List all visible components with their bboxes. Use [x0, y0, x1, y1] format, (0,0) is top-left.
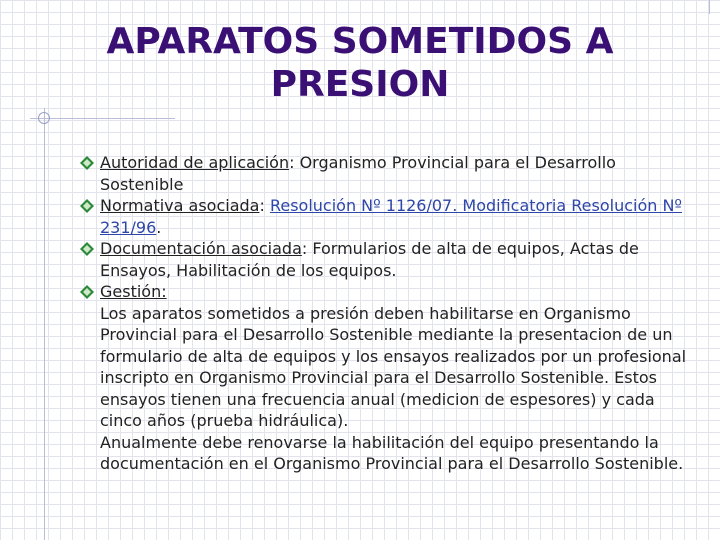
- diamond-bullet-icon: [80, 285, 94, 299]
- bullet-item-documentacion: [70, 238, 690, 281]
- bullet-label-normativa: Normativa asociada: [100, 196, 260, 215]
- bullet-separator-normativa: :: [259, 196, 270, 215]
- diamond-bullet-icon: [80, 156, 94, 170]
- bullet-item-normativa: [70, 195, 690, 238]
- bullet-label-autoridad: Autoridad de aplicación: [100, 153, 290, 172]
- bullet-label-documentacion: Documentación asociada: [100, 239, 302, 258]
- bullet-text-autoridad: : Organismo Provincial para el Desarrollo Sostenible: [100, 153, 616, 194]
- diamond-bullet-icon: [80, 242, 94, 256]
- slide-title-line-1: APARATOS SOMETIDOS A: [106, 21, 614, 62]
- gestion-paragraph-1: Los aparatos sometidos a presión deben habilitarse en Organismo Provincial para el Desarrollo Sostenible mediante la presentacion de un formulario de alta de equipos y los ensayos realizados por un profesional inscripto en Organismo Provincial para el Desarrollo Sostenible. Estos ensayos tienen una frecuencia anual (medicion de espesores) y cada cinco años (prueba hidráulica).: [100, 303, 687, 430]
- bullet-tail-normativa: .: [156, 217, 162, 237]
- resolucion-link[interactable]: Resolución Nº 1126/07. Modificatoria Resolución Nº 231/96: [100, 196, 682, 237]
- diamond-bullet-icon: [80, 199, 94, 213]
- slide-body: [70, 152, 690, 475]
- slide-corner-mark: [709, 0, 710, 14]
- slide-title-line-2: PRESION: [270, 64, 450, 105]
- bullet-label-gestion: Gestión:: [100, 282, 167, 301]
- slide-frame-horizontal-line: [30, 118, 175, 119]
- bullet-item-gestion: [70, 281, 690, 303]
- slide-frame-vertical-line: [44, 108, 45, 540]
- slide-title: [60, 20, 660, 106]
- slide-frame-circle-ornament: [38, 112, 50, 124]
- bullet-item-autoridad: [70, 152, 690, 195]
- gestion-paragraph-2: Anualmente debe renovarse la habilitación del equipo presentando la documentación en el Organismo Provincial para el Desarrollo Sostenible.: [100, 432, 684, 473]
- bullet-text-documentacion: : Formularios de alta de equipos, Actas de Ensayos, Habilitación de los equipos.: [100, 239, 639, 280]
